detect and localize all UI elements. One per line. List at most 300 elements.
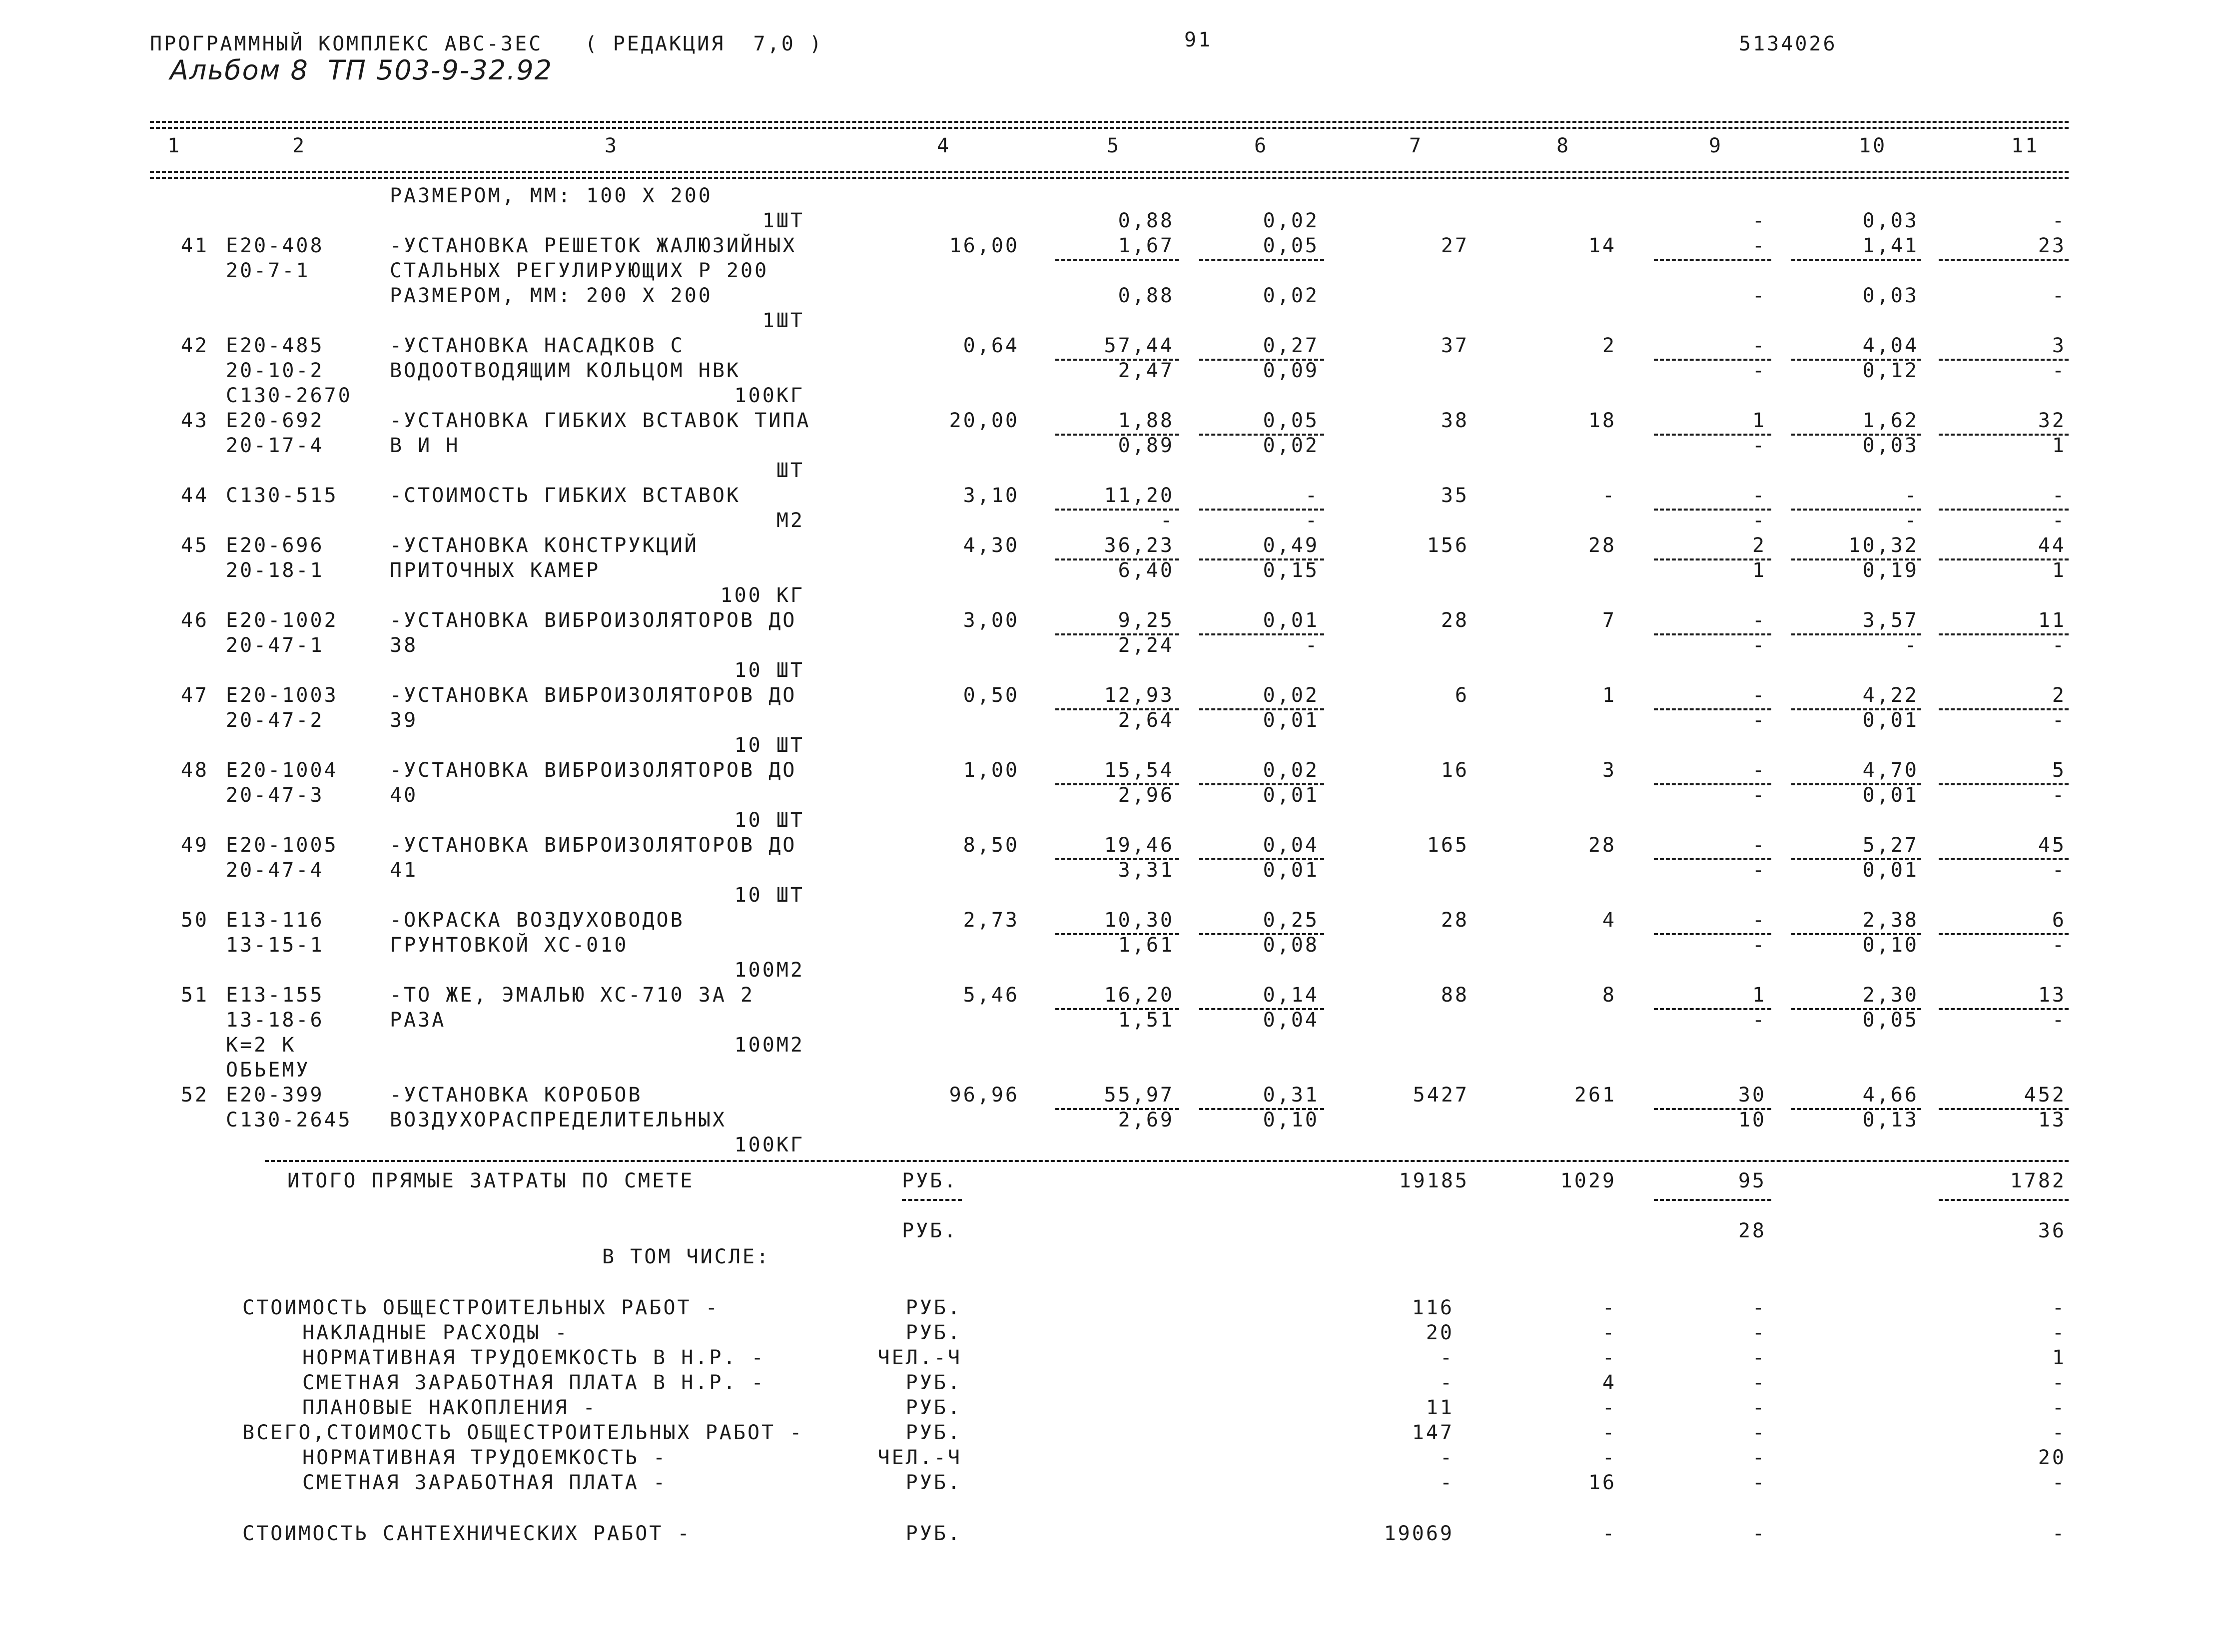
value-col5-secondary: -: [1160, 509, 1174, 532]
item-quantity: 0,50: [963, 684, 1019, 707]
totals-unit-secondary: РУБ.: [902, 1219, 958, 1242]
album-handwritten-note: Альбом 8 ТП 503-9-32.92: [170, 54, 553, 86]
value-col8: 28: [1588, 834, 1616, 857]
value-col11: 6: [2052, 909, 2066, 932]
value-col7: 88: [1441, 984, 1469, 1007]
column-header-rule: [150, 171, 2069, 173]
summary-label: СМЕТНАЯ ЗАРАБОТНАЯ ПЛАТА -: [302, 1471, 668, 1494]
value-col9-secondary: -: [1752, 434, 1766, 457]
summary-col11: -: [2052, 1421, 2066, 1444]
item-quantity: 3,10: [963, 484, 1019, 507]
column-number: 11: [2011, 134, 2040, 157]
column-number: 9: [1709, 134, 1723, 157]
summary-col11: -: [2052, 1471, 2066, 1494]
column-header-rule-2: [150, 177, 2069, 179]
value-col9-secondary: -: [1752, 1009, 1766, 1032]
item-description: СТАЛЬНЫХ РЕГУЛИРУЮЩИХ Р 200: [390, 259, 769, 282]
item-unit: 100КГ: [734, 384, 804, 407]
value-underline: [1791, 509, 1921, 511]
column-number: 4: [937, 134, 951, 157]
column-number: 1: [167, 134, 182, 157]
item-code: 20-47-2: [226, 709, 324, 732]
value-col11-secondary: -: [2052, 359, 2066, 382]
item-code: Е20-696: [226, 534, 324, 557]
summary-col8: -: [1602, 1522, 1616, 1545]
value-col6-secondary: 0,08: [1263, 934, 1319, 957]
item-number: 43: [180, 409, 209, 432]
table-top-rule: [150, 121, 2069, 123]
summary-col9: -: [1752, 1296, 1766, 1319]
value-col9: -: [1752, 759, 1766, 782]
summary-col11: -: [2052, 1371, 2066, 1394]
value-col11-secondary: -: [2052, 284, 2066, 307]
summary-unit: РУБ.: [905, 1421, 962, 1444]
totals-label: ИТОГО ПРЯМЫЕ ЗАТРАТЫ ПО СМЕТЕ: [287, 1169, 695, 1192]
value-col9: 1: [1752, 409, 1766, 432]
item-code: С130-515: [226, 484, 338, 507]
summary-col11: -: [2052, 1522, 2066, 1545]
program-header: ПРОГРАММНЫЙ КОМПЛЕКС АВС-3ЕС ( РЕДАКЦИЯ 7,0 ): [150, 32, 823, 55]
value-col10: 10,32: [1848, 534, 1919, 557]
value-underline: [1939, 858, 2069, 860]
summary-col8: -: [1602, 1396, 1616, 1419]
item-number: 49: [180, 834, 209, 857]
value-col7: 27: [1441, 234, 1469, 257]
value-col5: 36,23: [1104, 534, 1174, 557]
value-col10: 1,41: [1862, 234, 1919, 257]
summary-col9: -: [1752, 1321, 1766, 1344]
item-description: ПРИТОЧНЫХ КАМЕР: [390, 559, 601, 582]
value-underline: [1939, 259, 2069, 261]
item-code: К=2 К: [226, 1034, 296, 1057]
value-underline: [1939, 434, 2069, 436]
summary-label: ВСЕГО,СТОИМОСТЬ ОБЩЕСТРОИТЕЛЬНЫХ РАБОТ -: [242, 1421, 804, 1444]
item-code: 20-10-2: [226, 359, 324, 382]
totals-col11-underline: [1939, 1199, 2069, 1201]
value-col8: 1: [1602, 684, 1616, 707]
value-col8: -: [1602, 484, 1616, 507]
item-unit: 10 ШТ: [734, 884, 804, 907]
item-number: 48: [180, 759, 209, 782]
value-col9: -: [1752, 334, 1766, 357]
summary-col7: -: [1440, 1471, 1454, 1494]
item-quantity: 3,00: [963, 609, 1019, 632]
value-col6-secondary: 0,02: [1263, 284, 1319, 307]
value-col5: 1,67: [1118, 234, 1174, 257]
item-description: РАЗМЕРОМ, ММ: 200 X 200: [390, 284, 713, 307]
totals-col7: 19185: [1399, 1169, 1469, 1192]
value-col9: 30: [1738, 1084, 1766, 1106]
value-col10-secondary: 0,19: [1862, 559, 1919, 582]
value-col9: -: [1752, 234, 1766, 257]
item-number: 52: [180, 1084, 209, 1106]
item-description: 41: [390, 859, 418, 882]
item-unit: 100 КГ: [720, 584, 804, 607]
item-description: -УСТАНОВКА КОНСТРУКЦИЙ: [390, 534, 699, 557]
item-unit: М2: [776, 509, 804, 532]
value-col5: 55,97: [1104, 1084, 1174, 1106]
value-col6: 0,02: [1263, 684, 1319, 707]
item-quantity: 4,30: [963, 534, 1019, 557]
summary-label: ПЛАНОВЫЕ НАКОПЛЕНИЯ -: [302, 1396, 597, 1419]
value-col10: 4,66: [1862, 1084, 1919, 1106]
value-underline: [1791, 633, 1921, 635]
summary-unit: РУБ.: [905, 1522, 962, 1545]
value-col5: 1,88: [1118, 409, 1174, 432]
value-underline: [1791, 259, 1921, 261]
value-col9-secondary: 1: [1752, 559, 1766, 582]
value-col5-secondary: 6,40: [1118, 559, 1174, 582]
value-col6-secondary: 0,10: [1263, 1108, 1319, 1131]
value-col10-secondary: 0,13: [1862, 1108, 1919, 1131]
value-col10: 4,70: [1862, 759, 1919, 782]
value-col11: 23: [2038, 234, 2066, 257]
value-col8: 261: [1574, 1084, 1616, 1106]
value-col7: 5427: [1413, 1084, 1469, 1106]
item-number: 51: [180, 984, 209, 1007]
totals-col9: 95: [1738, 1169, 1766, 1192]
value-col10: 1,62: [1862, 409, 1919, 432]
value-underline: [1939, 933, 2069, 935]
value-col6: 0,01: [1263, 609, 1319, 632]
item-description: -ОКРАСКА ВОЗДУХОВОДОВ: [390, 909, 685, 932]
item-number: 47: [180, 684, 209, 707]
value-col11: 3: [2052, 334, 2066, 357]
value-col5-secondary: 0,88: [1118, 284, 1174, 307]
summary-label: НОРМАТИВНАЯ ТРУДОЕМКОСТЬ -: [302, 1446, 668, 1469]
value-col11-secondary: -: [2052, 509, 2066, 532]
item-description: -УСТАНОВКА ВИБРОИЗОЛЯТОРОВ ДО: [390, 759, 797, 782]
item-quantity: 0,64: [963, 334, 1019, 357]
value-col11: 2: [2052, 684, 2066, 707]
table-top-rule-2: [150, 127, 2069, 129]
value-col5-secondary: 2,69: [1118, 1108, 1174, 1131]
item-code: 20-18-1: [226, 559, 324, 582]
value-col11: 5: [2052, 759, 2066, 782]
value-col8: 4: [1602, 909, 1616, 932]
summary-unit: РУБ.: [905, 1471, 962, 1494]
value-col5-secondary: 0,89: [1118, 434, 1174, 457]
value-col6-secondary: 0,01: [1263, 709, 1319, 732]
summary-col8: -: [1602, 1421, 1616, 1444]
value-col10-secondary: 0,10: [1862, 934, 1919, 957]
value-col9: -: [1752, 484, 1766, 507]
item-description: 38: [390, 634, 418, 657]
summary-col11: -: [2052, 1321, 2066, 1344]
item-description: 39: [390, 709, 418, 732]
value-col11-secondary: 13: [2038, 1108, 2066, 1131]
item-quantity: 5,46: [963, 984, 1019, 1007]
item-code: 20-7-1: [226, 259, 310, 282]
item-quantity: 1,00: [963, 759, 1019, 782]
summary-unit: РУБ.: [905, 1371, 962, 1394]
totals-rule: [265, 1160, 2069, 1162]
value-underline: [1939, 558, 2069, 560]
value-col10-secondary: 0,01: [1862, 784, 1919, 807]
value-col9-secondary: 10: [1738, 1108, 1766, 1131]
item-code: С130-2670: [226, 384, 352, 407]
item-code: Е20-485: [226, 334, 324, 357]
item-code: 13-15-1: [226, 934, 324, 957]
value-col6: 0,31: [1263, 1084, 1319, 1106]
summary-col7: 147: [1412, 1421, 1454, 1444]
value-col6: 0,27: [1263, 334, 1319, 357]
column-number: 10: [1859, 134, 1887, 157]
summary-col9: -: [1752, 1396, 1766, 1419]
item-code: Е20-408: [226, 234, 324, 257]
item-code: Е20-1003: [226, 684, 338, 707]
value-col7: 35: [1441, 484, 1469, 507]
value-col11: 45: [2038, 834, 2066, 857]
summary-col7: -: [1440, 1371, 1454, 1394]
item-description: ГРУНТОВКОЙ ХС-010: [390, 934, 629, 957]
item-code: 20-47-4: [226, 859, 324, 882]
summary-col7: 20: [1426, 1321, 1454, 1344]
value-col5: 12,93: [1104, 684, 1174, 707]
column-number: 3: [605, 134, 619, 157]
summary-col7: -: [1440, 1346, 1454, 1369]
summary-col7: 11: [1426, 1396, 1454, 1419]
summary-label: СМЕТНАЯ ЗАРАБОТНАЯ ПЛАТА В Н.Р. -: [302, 1371, 765, 1394]
totals-col9-underline: [1654, 1199, 1771, 1201]
value-col10: 5,27: [1862, 834, 1919, 857]
item-code: Е20-692: [226, 409, 324, 432]
item-code: Е20-1002: [226, 609, 338, 632]
value-underline: [1939, 509, 2069, 511]
value-underline: [1654, 259, 1771, 261]
totals-col8: 1029: [1560, 1169, 1616, 1192]
value-col10-secondary: -: [1904, 509, 1919, 532]
summary-label: СТОИМОСТЬ САНТЕХНИЧЕСКИХ РАБОТ -: [242, 1522, 692, 1545]
item-code: Е20-1005: [226, 834, 338, 857]
value-col5-secondary: 2,64: [1118, 709, 1174, 732]
value-col5: 11,20: [1104, 484, 1174, 507]
item-code: Е20-1004: [226, 759, 338, 782]
value-col6-secondary: -: [1305, 634, 1319, 657]
value-col10-secondary: 0,03: [1862, 434, 1919, 457]
value-col7: 37: [1441, 334, 1469, 357]
value-col5: 9,25: [1118, 609, 1174, 632]
value-col7: 38: [1441, 409, 1469, 432]
value-col9: -: [1752, 684, 1766, 707]
summary-label: НАКЛАДНЫЕ РАСХОДЫ -: [302, 1321, 569, 1344]
item-description: РАЗА: [390, 1009, 446, 1032]
value-col10-secondary: 0,01: [1862, 859, 1919, 882]
totals-unit-underline: [902, 1199, 962, 1201]
value-underline: [1939, 783, 2069, 785]
value-col9: 1: [1752, 984, 1766, 1007]
value-col7: 156: [1427, 534, 1469, 557]
value-col9-secondary: -: [1752, 284, 1766, 307]
value-col7: 6: [1455, 684, 1469, 707]
summary-col8: -: [1602, 1446, 1616, 1469]
value-col11-secondary: -: [2052, 859, 2066, 882]
value-col7: 16: [1441, 759, 1469, 782]
value-col6-secondary: 0,01: [1263, 859, 1319, 882]
value-col9-secondary: -: [1752, 934, 1766, 957]
value-col9: -: [1752, 909, 1766, 932]
summary-col11: 20: [2038, 1446, 2066, 1469]
value-col9-secondary: -: [1752, 509, 1766, 532]
value-underline: [1939, 708, 2069, 710]
summary-col8: 16: [1588, 1471, 1616, 1494]
including-label: В ТОМ ЧИСЛЕ:: [602, 1245, 770, 1268]
value-col6-secondary: 0,09: [1263, 359, 1319, 382]
value-underline: [1939, 359, 2069, 361]
value-col5: 10,30: [1104, 909, 1174, 932]
item-unit: 10 ШТ: [734, 809, 804, 832]
value-underline: [1939, 1008, 2069, 1010]
summary-col11: -: [2052, 1296, 2066, 1319]
value-col10: 2,38: [1862, 909, 1919, 932]
value-col5: 57,44: [1104, 334, 1174, 357]
value-col9-secondary: -: [1752, 859, 1766, 882]
item-unit: 100М2: [734, 1034, 804, 1057]
summary-col8: -: [1602, 1346, 1616, 1369]
value-col6-secondary: 0,02: [1263, 209, 1319, 232]
column-number: 5: [1107, 134, 1121, 157]
item-description: -СТОИМОСТЬ ГИБКИХ ВСТАВОК: [390, 484, 741, 507]
value-col7: 28: [1441, 609, 1469, 632]
value-col10-secondary: 0,03: [1862, 284, 1919, 307]
item-code: ОБЬЕМУ: [226, 1059, 310, 1082]
value-col8: 14: [1588, 234, 1616, 257]
value-col5-secondary: 2,96: [1118, 784, 1174, 807]
value-col6: 0,02: [1263, 759, 1319, 782]
item-code: 13-18-6: [226, 1009, 324, 1032]
value-col8: 2: [1602, 334, 1616, 357]
item-code: 20-47-1: [226, 634, 324, 657]
value-col10-secondary: -: [1904, 634, 1919, 657]
value-col11-secondary: -: [2052, 634, 2066, 657]
item-description: В И Н: [390, 434, 460, 457]
summary-col11: -: [2052, 1396, 2066, 1419]
item-unit: 10 ШТ: [734, 734, 804, 757]
summary-unit: ЧЕЛ.-Ч: [877, 1346, 962, 1369]
item-quantity: 2,73: [963, 909, 1019, 932]
value-col10: 4,22: [1862, 684, 1919, 707]
item-code: 20-17-4: [226, 434, 324, 457]
value-col11: 11: [2038, 609, 2066, 632]
totals-col11-secondary: 36: [2038, 1219, 2066, 1242]
item-description: ВОЗДУХОРАСПРЕДЕЛИТЕЛЬНЫХ: [390, 1108, 727, 1131]
item-code: Е20-399: [226, 1084, 324, 1106]
value-col6-secondary: -: [1305, 509, 1319, 532]
item-unit: 10 ШТ: [734, 659, 804, 682]
value-col11-secondary: 1: [2052, 559, 2066, 582]
value-col6-secondary: 0,15: [1263, 559, 1319, 582]
value-col10: 2,30: [1862, 984, 1919, 1007]
item-quantity: 20,00: [949, 409, 1019, 432]
item-unit: 100М2: [734, 959, 804, 982]
value-col5-secondary: 0,88: [1118, 209, 1174, 232]
value-col10-secondary: 0,01: [1862, 709, 1919, 732]
totals-col11: 1782: [2010, 1169, 2066, 1192]
item-description: -УСТАНОВКА ВИБРОИЗОЛЯТОРОВ ДО: [390, 684, 797, 707]
summary-col7: -: [1440, 1446, 1454, 1469]
summary-col8: -: [1602, 1321, 1616, 1344]
value-col6: 0,14: [1263, 984, 1319, 1007]
item-description: -УСТАНОВКА ГИБКИХ ВСТАВОК ТИПА: [390, 409, 811, 432]
item-number: 44: [180, 484, 209, 507]
summary-col9: -: [1752, 1371, 1766, 1394]
item-description: ВОДООТВОДЯЩИМ КОЛЬЦОМ НВК: [390, 359, 741, 382]
item-unit: 100КГ: [734, 1133, 804, 1156]
summary-unit: РУБ.: [905, 1296, 962, 1319]
value-col6-secondary: 0,01: [1263, 784, 1319, 807]
item-description: -УСТАНОВКА ВИБРОИЗОЛЯТОРОВ ДО: [390, 834, 797, 857]
value-col9: -: [1752, 834, 1766, 857]
value-col9-secondary: -: [1752, 359, 1766, 382]
value-col5-secondary: 3,31: [1118, 859, 1174, 882]
value-col5: 16,20: [1104, 984, 1174, 1007]
item-number: 41: [180, 234, 209, 257]
value-col9-secondary: -: [1752, 634, 1766, 657]
summary-col11: 1: [2052, 1346, 2066, 1369]
column-number: 2: [292, 134, 307, 157]
value-col9-secondary: -: [1752, 209, 1766, 232]
value-col10-secondary: 0,03: [1862, 209, 1919, 232]
value-col8: 8: [1602, 984, 1616, 1007]
value-col11-secondary: 1: [2052, 434, 2066, 457]
value-col11: 44: [2038, 534, 2066, 557]
summary-col8: 4: [1602, 1371, 1616, 1394]
value-col5-secondary: 2,47: [1118, 359, 1174, 382]
summary-col9: -: [1752, 1471, 1766, 1494]
item-quantity: 8,50: [963, 834, 1019, 857]
value-col5-secondary: 1,51: [1118, 1009, 1174, 1032]
value-col10: 4,04: [1862, 334, 1919, 357]
item-description: РАЗМЕРОМ, ММ: 100 X 200: [390, 184, 713, 207]
value-underline: [1939, 633, 2069, 635]
summary-unit: РУБ.: [905, 1321, 962, 1344]
value-col10: 3,57: [1862, 609, 1919, 632]
value-col6: 0,05: [1263, 409, 1319, 432]
value-col8: 28: [1588, 534, 1616, 557]
value-col6-secondary: 0,04: [1263, 1009, 1319, 1032]
item-number: 45: [180, 534, 209, 557]
value-col11: 452: [2024, 1084, 2066, 1106]
value-col9: 2: [1752, 534, 1766, 557]
item-number: 50: [180, 909, 209, 932]
item-unit: ШТ: [776, 459, 804, 482]
totals-col9-secondary: 28: [1738, 1219, 1766, 1242]
value-col11-secondary: -: [2052, 709, 2066, 732]
item-number: 42: [180, 334, 209, 357]
item-description: -УСТАНОВКА РЕШЕТОК ЖАЛЮЗИЙНЫХ: [390, 234, 797, 257]
summary-col9: -: [1752, 1446, 1766, 1469]
item-description: -ТО ЖЕ, ЭМАЛЬЮ ХС-710 ЗА 2: [390, 984, 755, 1007]
value-col6: -: [1305, 484, 1319, 507]
value-col5: 15,54: [1104, 759, 1174, 782]
document-code: 5134026: [1739, 32, 1837, 55]
page-number: 91: [1184, 28, 1213, 51]
item-quantity: 16,00: [949, 234, 1019, 257]
item-description: -УСТАНОВКА ВИБРОИЗОЛЯТОРОВ ДО: [390, 609, 797, 632]
summary-unit: РУБ.: [905, 1396, 962, 1419]
summary-col9: -: [1752, 1522, 1766, 1545]
value-col11-secondary: -: [2052, 209, 2066, 232]
value-underline: [1199, 259, 1324, 261]
summary-col9: -: [1752, 1421, 1766, 1444]
value-col7: 28: [1441, 909, 1469, 932]
value-col11: 13: [2038, 984, 2066, 1007]
summary-label: СТОИМОСТЬ ОБЩЕСТРОИТЕЛЬНЫХ РАБОТ -: [242, 1296, 720, 1319]
item-description: 40: [390, 784, 418, 807]
value-col6: 0,04: [1263, 834, 1319, 857]
column-number: 6: [1254, 134, 1269, 157]
value-col11-secondary: -: [2052, 934, 2066, 957]
